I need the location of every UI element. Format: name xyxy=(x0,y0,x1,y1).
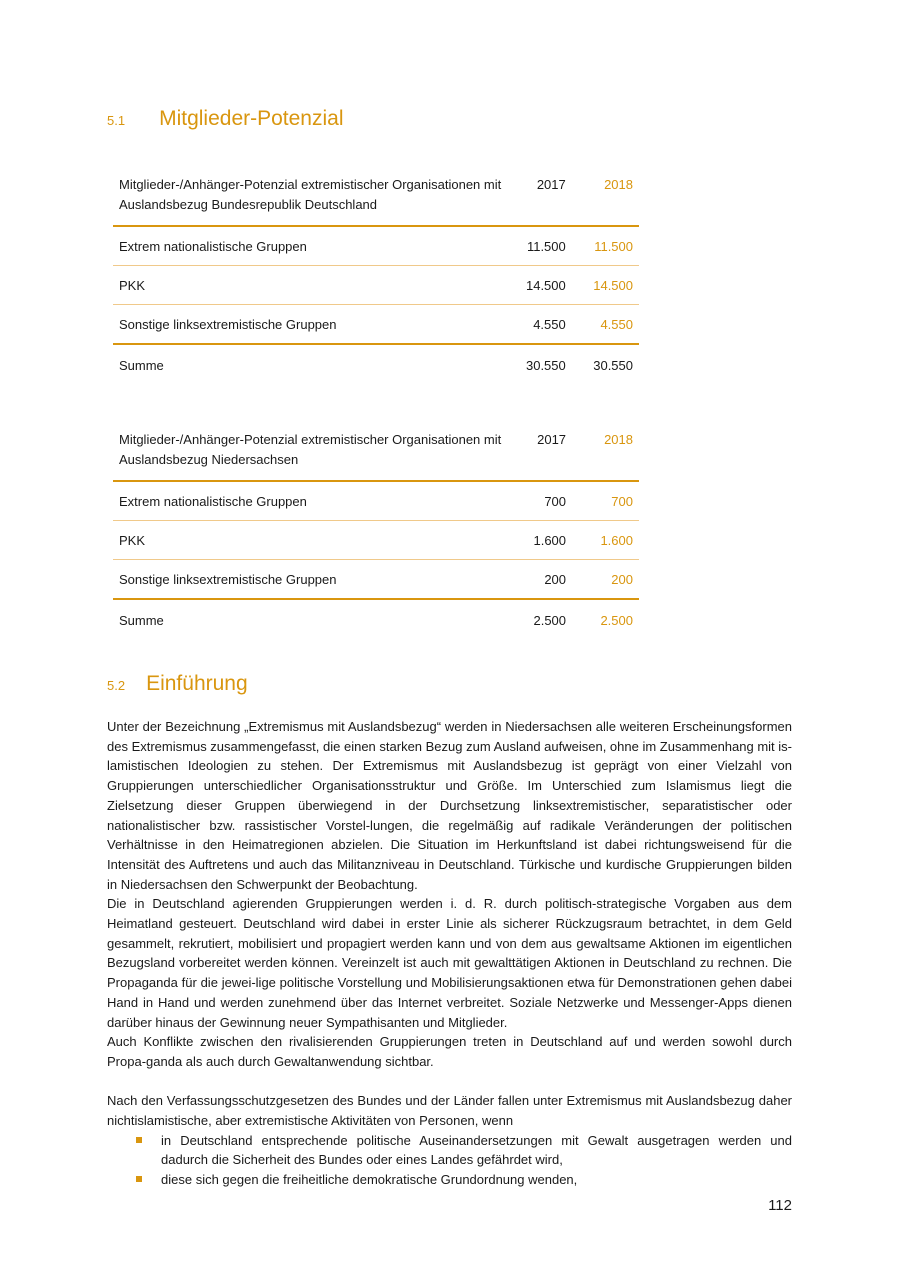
value-2017: 4.550 xyxy=(510,305,572,345)
row-label: PKK xyxy=(113,266,510,305)
section-number: 5.1 xyxy=(107,113,126,128)
value-2017: 11.500 xyxy=(510,226,572,266)
table-caption: Mitglieder-/Anhänger-Potenzial extremistischer Organisationen mit Auslandsbezug Bundesrepublik Deutschland xyxy=(113,170,510,226)
value-2018: 2.500 xyxy=(600,612,633,628)
value-2017: 14.500 xyxy=(510,266,572,305)
section-number: 5.2 xyxy=(107,678,126,693)
list-item-text: in Deutschland entsprechende politische Auseinandersetzungen mit Gewalt ausgetragen werden und dadurch die Sicherheit des Bundes oder eines Landes gefährdet wird, xyxy=(161,1132,792,1168)
table-row xyxy=(113,226,639,266)
value-2018: 30.550 xyxy=(593,357,633,373)
square-bullet-icon xyxy=(136,1176,142,1182)
list-item xyxy=(107,1131,792,1170)
table-sum-row xyxy=(113,344,639,385)
row-label: Extrem nationalistische Gruppen xyxy=(113,226,510,266)
row-label: Summe xyxy=(119,612,164,628)
table-sum-row xyxy=(113,599,639,640)
row-label: PKK xyxy=(113,521,511,560)
membership-table-germany xyxy=(113,170,639,385)
row-label: Sonstige linksextremistische Gruppen xyxy=(113,305,510,345)
value-2017: 1.600 xyxy=(511,521,572,560)
year-2018-header: 2018 xyxy=(572,170,639,226)
value-2018: 4.550 xyxy=(572,305,639,345)
value-2018: 14.500 xyxy=(572,266,639,305)
table-row xyxy=(113,266,639,305)
table-row xyxy=(113,560,639,600)
table-header-row xyxy=(113,425,639,481)
section-heading-5-1 xyxy=(107,107,344,131)
body-text xyxy=(107,717,792,1190)
page-number: 112 xyxy=(768,1197,792,1214)
row-label: Sonstige linksextremistische Gruppen xyxy=(113,560,511,600)
table-row xyxy=(113,481,639,521)
section-heading-5-2 xyxy=(107,672,248,696)
row-label: Summe xyxy=(119,357,164,373)
section-title: Mitglieder-Potenzial xyxy=(159,107,344,130)
value-2018: 11.500 xyxy=(572,226,639,266)
value-2017: 2.500 xyxy=(533,612,567,628)
value-2017: 700 xyxy=(511,481,572,521)
year-2017-header: 2017 xyxy=(510,170,572,226)
table-caption: Mitglieder-/Anhänger-Potenzial extremistischer Organisationen mit Auslandsbezug Niedersachsen xyxy=(113,425,511,481)
table-header-row xyxy=(113,170,639,226)
section-title: Einführung xyxy=(146,672,248,695)
table-row xyxy=(113,521,639,560)
bullet-list xyxy=(107,1131,792,1190)
membership-table-lower-saxony xyxy=(113,425,639,640)
table-row xyxy=(113,305,639,345)
value-2018: 200 xyxy=(572,560,639,600)
list-item-text: diese sich gegen die freiheitliche demokratische Grundordnung wenden, xyxy=(161,1172,578,1188)
year-2017-header: 2017 xyxy=(511,425,572,481)
square-bullet-icon xyxy=(136,1137,142,1143)
paragraph: Unter der Bezeichnung „Extremismus mit Auslandsbezug“ werden in Niedersachsen alle weiteren Erscheinungsformen des Extremismus zusammengefasst, die einen starken Bezug zum Ausland aufweisen, ohne im Zusammenhang mit is-lamistischen Ideologien zu stehen. Der Extremismus mit Auslandsbezug ist geprägt von einer Vielzahl von Gruppierungen unterschiedlicher Organisationsstruktur und Größe. Im Unterschied zum Islamismus liegt die Zielsetzung dieser Gruppen überwiegend in der Durchsetzung linksextremistischer, separatistischer oder nationalistischer bzw. rassistischer Vorstel-lungen, die regelmäßig auf radikale Veränderungen der politischen Verhältnisse in den Heimatregionen abzielen. Die Situation im Herkunftsland ist dabei richtungsweisend für die Intensität des Auftretens und auch das Militanzniveau in Deutschland. Türkische und kurdische Gruppierungen bilden in Niedersachsen den Schwerpunkt der Beobachtung. xyxy=(107,719,792,892)
paragraph: Auch Konflikte zwischen den rivalisierenden Gruppierungen treten in Deutschland auf und werden sowohl durch Propa-ganda als auch durch Gewaltanwendung sichtbar. xyxy=(107,1034,792,1069)
value-2018: 1.600 xyxy=(572,521,639,560)
row-label: Extrem nationalistische Gruppen xyxy=(113,481,511,521)
value-2018: 700 xyxy=(572,481,639,521)
list-item xyxy=(107,1170,792,1190)
paragraph: Nach den Verfassungsschutzgesetzen des Bundes und der Länder fallen unter Extremismus mit Auslandsbezug daher nichtislamistische, aber extremistische Aktivitäten von Personen, wenn xyxy=(107,1093,792,1129)
year-2018-header: 2018 xyxy=(572,425,639,481)
value-2017: 30.550 xyxy=(525,357,566,373)
paragraph: Die in Deutschland agierenden Gruppierungen werden i. d. R. durch politisch-strategische Vorgaben aus dem Heimatland gesteuert. Deutschland wird dabei in erster Linie als sicherer Rückzugsraum betrachtet, in dem Geld gesammelt, rekrutiert, mobilisiert und propagiert werden kann und von dem aus gewaltsame Aktionen im eigentlichen Bezugsland vorbereitet werden können. Vereinzelt ist auch mit gewalttätigen Aktionen in Deutschland zu rechnen. Die Propaganda für die jewei-lige politische Vorstellung und Mobilisierungsaktionen etwa für Demonstrationen gehen dabei Hand in Hand und werden zunehmend über das Internet verbreitet. Soziale Netzwerke und Messenger-Apps dienen darüber hinaus der Gewinnung neuer Sympathisanten und Mitglieder. xyxy=(107,896,792,1030)
value-2017: 200 xyxy=(511,560,572,600)
